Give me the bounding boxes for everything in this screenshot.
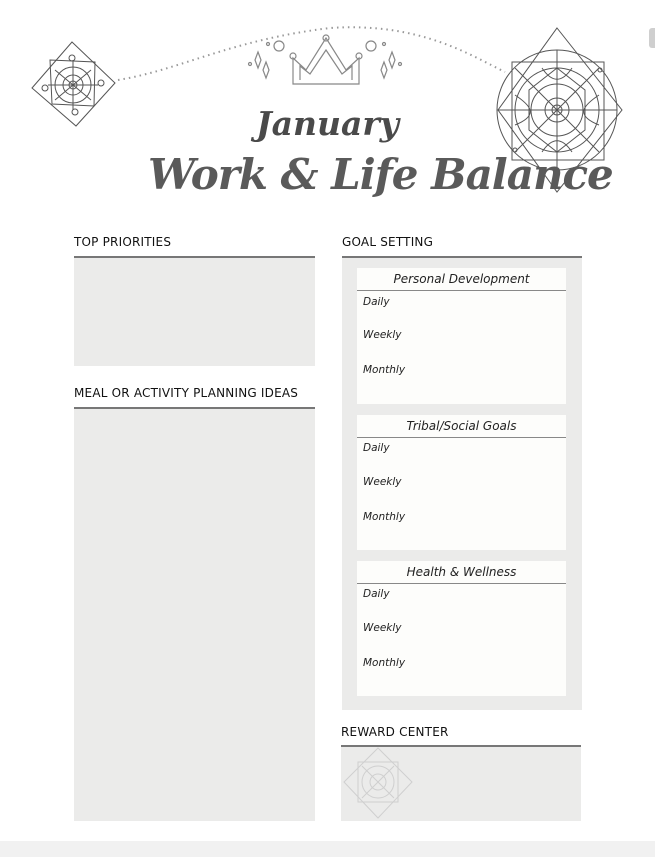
reward-center-heading: REWARD CENTER <box>341 725 449 739</box>
goal-row-daily[interactable]: Daily <box>363 296 390 308</box>
scrollbar-thumb[interactable] <box>649 28 655 48</box>
goal-row-weekly[interactable]: Weekly <box>363 329 402 341</box>
goal-row-monthly[interactable]: Monthly <box>363 364 406 376</box>
goal-row-daily[interactable]: Daily <box>363 442 390 454</box>
goal-card-title: Personal Development <box>357 268 566 291</box>
goal-row-daily[interactable]: Daily <box>363 588 390 600</box>
goal-row-monthly[interactable]: Monthly <box>363 657 406 669</box>
goal-card-tribal-social <box>357 415 566 550</box>
meal-planning-box[interactable] <box>74 409 315 821</box>
mandala-watermark-icon <box>340 746 420 822</box>
goal-row-weekly[interactable]: Weekly <box>363 476 402 488</box>
month-title: January <box>256 104 399 143</box>
goal-card-title: Health & Wellness <box>357 561 566 584</box>
title-word-work: Work <box>148 150 267 199</box>
goal-row-weekly[interactable]: Weekly <box>363 622 402 634</box>
meal-planning-heading: MEAL OR ACTIVITY PLANNING IDEAS <box>74 386 299 400</box>
goal-card-health-wellness <box>357 561 566 696</box>
crown-icon <box>249 35 402 84</box>
page-bottom-edge <box>0 841 655 857</box>
goal-row-monthly[interactable]: Monthly <box>363 511 406 523</box>
top-priorities-heading: TOP PRIORITIES <box>74 235 172 249</box>
goal-card-personal <box>357 268 566 404</box>
top-priorities-box[interactable] <box>74 258 315 366</box>
goal-setting-heading: GOAL SETTING <box>342 235 434 249</box>
title-words-life-balance: Life Balance <box>331 150 613 199</box>
title-ampersand: & <box>280 150 318 199</box>
page-title <box>148 150 613 199</box>
goal-card-title: Tribal/Social Goals <box>357 415 566 438</box>
